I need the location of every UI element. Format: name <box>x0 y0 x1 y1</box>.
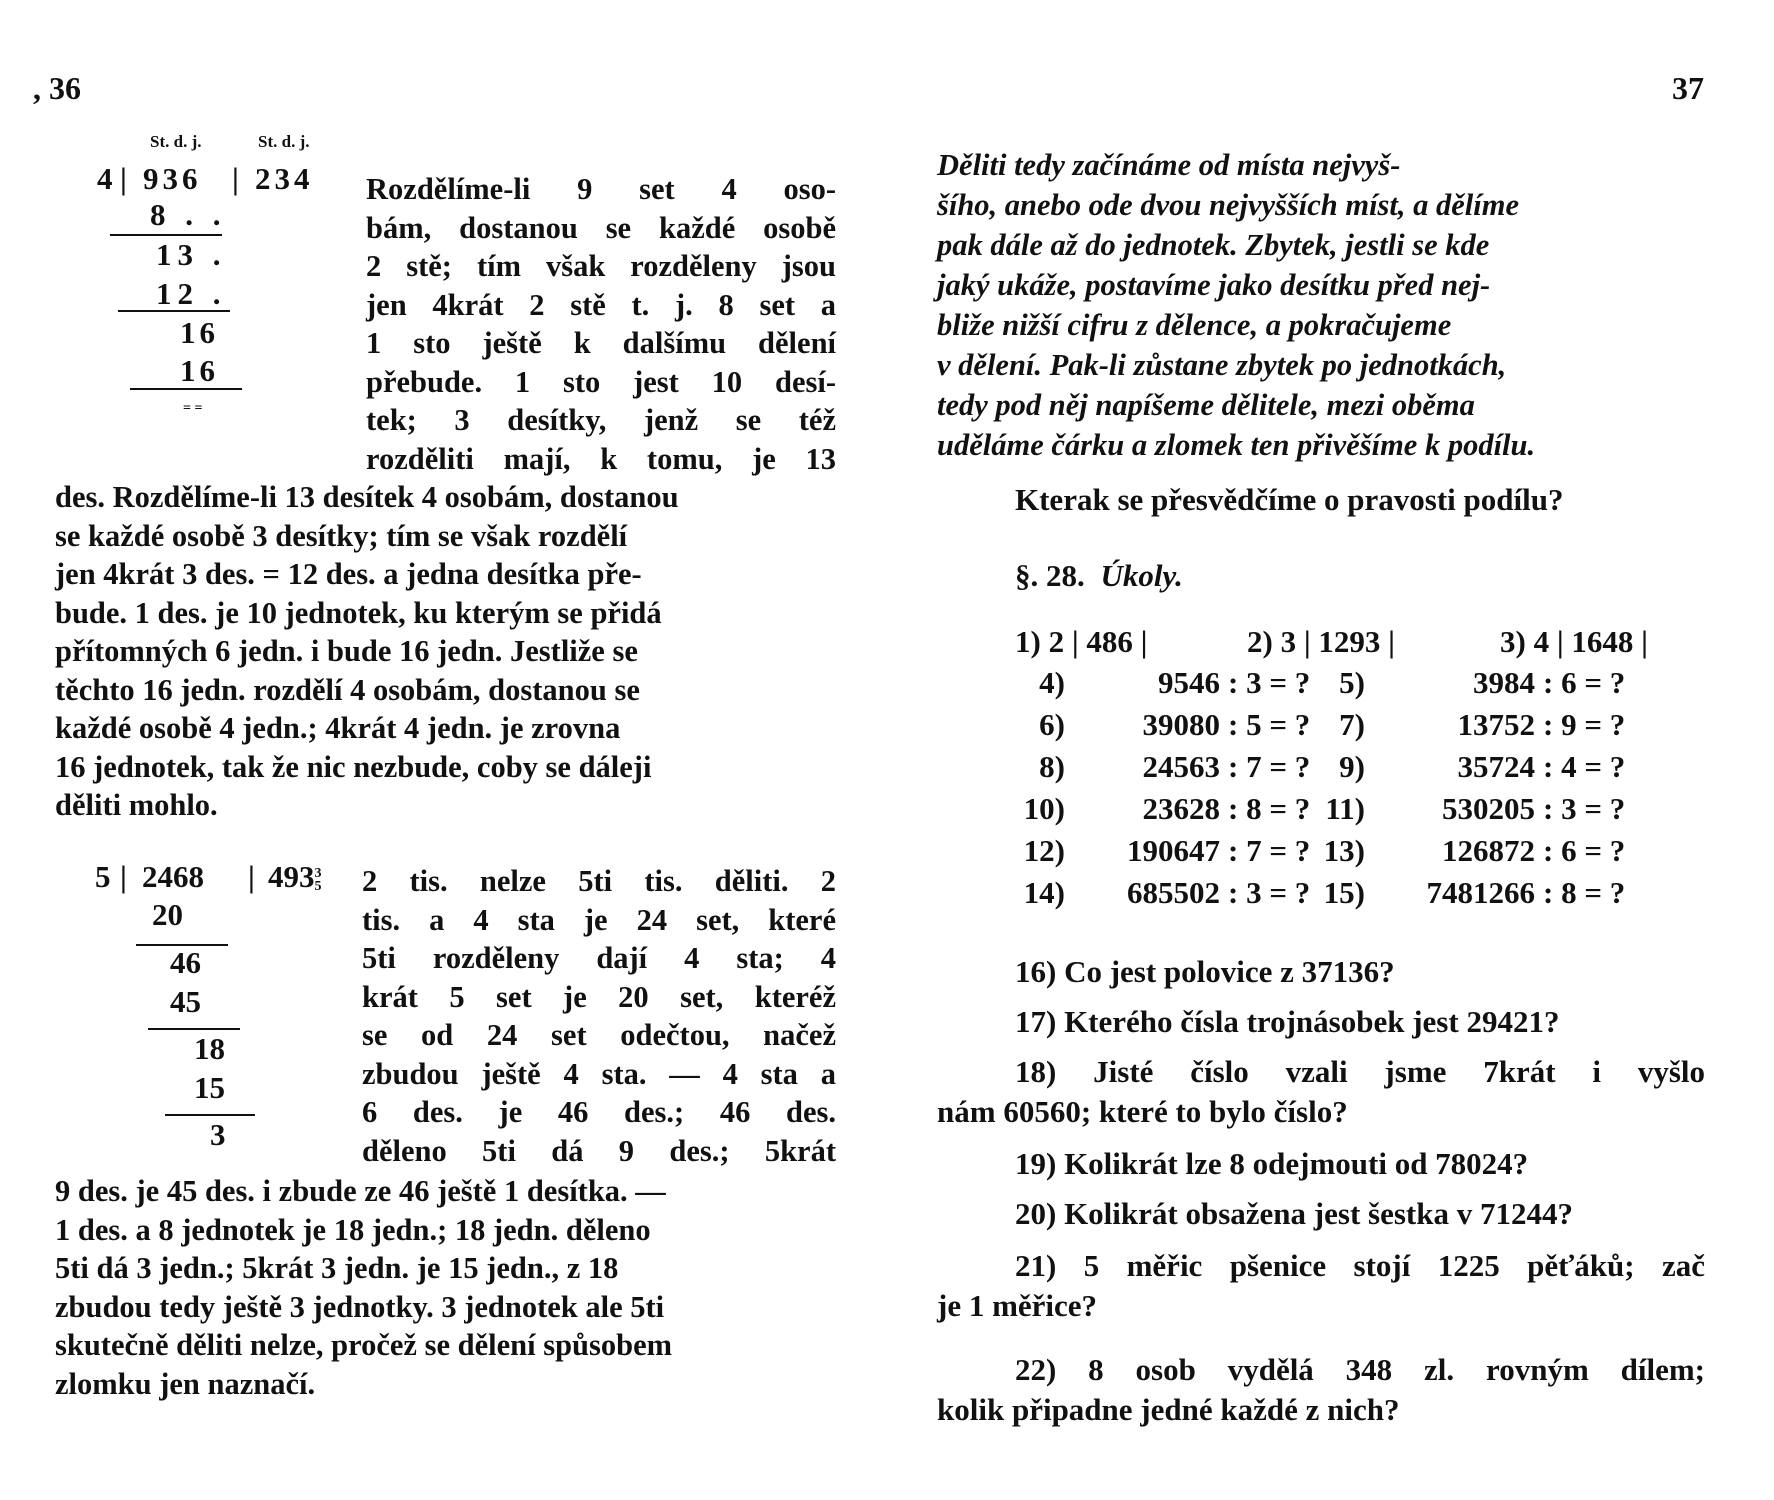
text-line: skutečně děliti nelze, pročež se dělení spůsobem <box>55 1328 673 1362</box>
step-3: 12 . <box>156 276 227 311</box>
division-header-right: St. d. j. <box>258 132 310 151</box>
task-r-num: 5) <box>1339 665 1365 700</box>
paragraph-1 <box>55 478 836 825</box>
text-line: tedy pod něj napíšeme dělitele, mezi oběma <box>937 388 1475 422</box>
text-line: Děliti tedy začínáme od místa nejvyš- <box>937 148 1401 182</box>
task-l-div: : 5 = ? <box>1228 707 1311 742</box>
word-problem <box>937 952 1705 992</box>
word-problem <box>937 1194 1705 1234</box>
task-l-num: 6) <box>1039 707 1065 742</box>
page-number-right: 37 <box>1672 70 1704 106</box>
text-line: jen 4krát 3 des. = 12 des. a jedna desítka pře- <box>55 557 642 591</box>
division-bar: | <box>248 859 255 894</box>
step-1: 8 . . <box>150 197 227 232</box>
text-line: 21) 5 měřic pšenice stojí 1225 pěťáků; zač <box>1015 1248 1705 1283</box>
task-row <box>1015 791 1705 831</box>
text-line: 2 stě; tím však rozděleny jsou <box>366 249 836 283</box>
task-r-val: 13752 <box>1457 707 1535 742</box>
step-5: 16 <box>180 353 219 388</box>
division-bar: | <box>232 161 239 196</box>
text-line: v dělení. Pak-li zůstane zbytek po jednotkách, <box>937 348 1507 382</box>
task-l-div: : 3 = ? <box>1228 665 1311 700</box>
paragraph-2-side <box>362 862 836 1170</box>
quotient <box>268 858 322 896</box>
task-row <box>1015 875 1705 915</box>
task-r-val: 530205 <box>1442 791 1535 826</box>
text-line: zbudou ještě 4 sta. — 4 sta a <box>362 1056 836 1091</box>
task-r-num: 9) <box>1339 749 1365 784</box>
text-line: 22) 8 osob vydělá 348 zl. rovným dílem; <box>1015 1352 1705 1387</box>
fraction-numerator: 3 <box>314 865 322 881</box>
word-problem <box>937 1002 1705 1042</box>
text-line: 5ti rozděleny dají 4 sta; 4 <box>362 941 836 975</box>
task-r-val: 7481266 <box>1426 875 1535 910</box>
text-line: každé osobě 4 jedn.; 4krát 4 jedn. je zrovna <box>55 711 621 745</box>
task-l-num: 12) <box>1023 833 1065 868</box>
task-r-div: : 4 = ? <box>1543 749 1626 784</box>
task-l-val: 39080 <box>1142 707 1220 742</box>
text-line: 2 tis. nelze 5ti tis. děliti. 2 <box>362 864 836 898</box>
word-problem <box>937 1246 1705 1326</box>
text-line: 20) Kolikrát obsažena jest šestka v 71244? <box>1015 1196 1573 1231</box>
task-r-val: 3984 <box>1473 665 1535 700</box>
quotient: 234 <box>255 161 314 196</box>
text-line: bám, dostanou se každé osobě <box>366 210 836 245</box>
text-line: zlomku jen naznačí. <box>55 1366 316 1401</box>
text-line: kolik připadne jedné každé z nich? <box>937 1392 1400 1427</box>
text-line: 19) Kolikrát lze 8 odejmouti od 78024? <box>1015 1146 1529 1181</box>
text-line: přítomných 6 jedn. i bude 16 jedn. Jestliže se <box>55 634 638 668</box>
task: 3) 4 | 1648 | <box>1500 624 1648 659</box>
text-line: 17) Kterého čísla trojnásobek jest 29421? <box>1015 1004 1560 1039</box>
text-line: 1 des. a 8 jednotek je 18 jedn.; 18 jedn. děleno <box>55 1212 651 1247</box>
task-l-num: 10) <box>1023 791 1065 826</box>
question: Kterak se přesvědčíme o pravosti podílu? <box>1015 482 1564 517</box>
text-line: 1 sto ještě k dalšímu dělení <box>366 326 836 360</box>
task-r-div: : 3 = ? <box>1543 791 1626 826</box>
task-l-val: 190647 <box>1127 833 1220 868</box>
step-3: 45 <box>170 984 201 1019</box>
text-line: zbudou tedy ještě 3 jednotky. 3 jednotek ale 5ti <box>55 1289 665 1324</box>
section-number: §. 28. <box>1015 558 1085 593</box>
paragraph-1-side <box>366 170 836 478</box>
dividend: 936 <box>143 161 202 196</box>
text-line: pak dále až do jednotek. Zbytek, jestli se kde <box>937 228 1490 262</box>
task-l-num: 8) <box>1039 749 1065 784</box>
task-l-val: 24563 <box>1142 749 1220 784</box>
task-l-div: : 3 = ? <box>1228 875 1311 910</box>
text-line: bude. 1 des. je 10 jednotek, ku kterým se přidá <box>55 595 662 630</box>
task-r-div: : 6 = ? <box>1543 665 1626 700</box>
word-problem <box>937 1144 1705 1184</box>
task: 2) 3 | 1293 | <box>1247 624 1395 659</box>
task-r-num: 13) <box>1323 833 1365 868</box>
rule-paragraph <box>937 145 1705 465</box>
task-r-div: : 6 = ? <box>1543 833 1626 868</box>
text-line: 6 des. je 46 des.; 46 des. <box>362 1095 836 1129</box>
division-rule <box>110 234 222 236</box>
word-problem <box>937 1350 1705 1430</box>
step-2: 13 . <box>156 237 227 272</box>
task-l-val: 685502 <box>1127 875 1220 910</box>
divisor: 5 <box>95 859 111 894</box>
section-heading <box>1015 558 1183 594</box>
text-line: nám 60560; které to bylo číslo? <box>937 1094 1348 1129</box>
text-line: těchto 16 jedn. rozdělí 4 osobám, dostanou se <box>55 672 640 707</box>
text-line: šího, anebo ode dvou nejvyšších míst, a dělíme <box>937 188 1520 222</box>
task-r-num: 7) <box>1339 707 1365 742</box>
word-problem <box>937 1052 1705 1132</box>
division-rule <box>130 388 242 390</box>
text-line: přebude. 1 sto jest 10 desí- <box>366 364 836 399</box>
division-header-left: St. d. j. <box>150 132 202 151</box>
task-r-div: : 8 = ? <box>1543 875 1626 910</box>
text-line: jaký ukáže, postavíme jako desítku před nej- <box>937 268 1491 302</box>
text-line: bliže nižší cifru z dělence, a pokračujeme <box>937 308 1452 342</box>
text-line: děleno 5ti dá 9 des.; 5krát <box>362 1133 836 1168</box>
text-line: uděláme čárku a zlomek ten přivěšíme k podílu. <box>937 428 1536 462</box>
step-5: 15 <box>194 1070 225 1105</box>
division-bar: | <box>120 161 127 196</box>
fraction-denominator: 5 <box>314 878 322 894</box>
text-line: 16) Co jest polovice z 37136? <box>1015 954 1395 989</box>
step-1: 20 <box>152 897 183 932</box>
text-line: Rozdělíme-li 9 set 4 oso- <box>366 172 836 206</box>
task-l-div: : 7 = ? <box>1228 833 1311 868</box>
task-row <box>1015 624 1705 664</box>
text-line: děliti mohlo. <box>55 788 218 822</box>
text-line: jen 4krát 2 stě t. j. 8 set a <box>366 287 836 322</box>
task-r-val: 35724 <box>1457 749 1535 784</box>
quotient-whole: 493 <box>268 859 315 894</box>
text-line: rozděliti mají, k tomu, je 13 <box>366 441 836 476</box>
text-line: se každé osobě 3 desítky; tím se však rozdělí <box>55 518 628 553</box>
section-title: Úkoly. <box>1100 558 1183 593</box>
step-4: 16 <box>180 315 219 350</box>
text-line: tek; 3 desítky, jenž se též <box>366 403 836 437</box>
quotient-fraction <box>315 867 322 893</box>
text-line: 5ti dá 3 jedn.; 5krát 3 jedn. je 15 jedn., z 18 <box>55 1251 619 1285</box>
paragraph-2 <box>55 1172 836 1403</box>
step-4: 18 <box>194 1031 225 1066</box>
text-line: 16 jednotek, tak že nic nezbude, coby se dáleji <box>55 749 652 784</box>
task-r-div: : 9 = ? <box>1543 707 1626 742</box>
task-l-div: : 7 = ? <box>1228 749 1311 784</box>
task-r-num: 11) <box>1325 791 1365 826</box>
task-r-val: 126872 <box>1442 833 1535 868</box>
task-l-val: 23628 <box>1142 791 1220 826</box>
step-2: 46 <box>170 945 201 980</box>
division-rule <box>165 1114 255 1116</box>
remainder: 3 <box>210 1117 226 1152</box>
task-row <box>1015 665 1705 705</box>
task: 1) 2 | 486 | <box>1015 624 1148 659</box>
task-r-num: 15) <box>1323 875 1365 910</box>
task-l-div: : 8 = ? <box>1228 791 1311 826</box>
text-line: se od 24 set odečtou, načež <box>362 1018 836 1052</box>
task-l-num: 14) <box>1023 875 1065 910</box>
text-line: je 1 měřice? <box>937 1288 1098 1323</box>
text-line: tis. a 4 sta je 24 set, které <box>362 902 836 937</box>
text-line: 9 des. je 45 des. i zbude ze 46 ještě 1 desítka. — <box>55 1174 666 1208</box>
task-l-val: 9546 <box>1158 665 1220 700</box>
text-line: 18) Jisté číslo vzali jsme 7krát i vyšlo <box>1015 1054 1705 1089</box>
division-rule <box>136 944 228 946</box>
division-rule <box>118 310 230 312</box>
task-row <box>1015 833 1705 873</box>
division-bar: | <box>120 859 127 894</box>
remainder-mark: = = <box>183 401 203 416</box>
task-l-num: 4) <box>1039 665 1065 700</box>
task-row <box>1015 707 1705 747</box>
page-number-left: , 36 <box>33 70 81 106</box>
task-row <box>1015 749 1705 789</box>
text-line: des. Rozdělíme-li 13 desítek 4 osobám, dostanou <box>55 480 679 514</box>
text-line: krát 5 set je 20 set, kteréž <box>362 979 836 1014</box>
divisor: 4 <box>97 161 113 196</box>
dividend: 2468 <box>142 859 204 894</box>
division-rule <box>148 1028 240 1030</box>
